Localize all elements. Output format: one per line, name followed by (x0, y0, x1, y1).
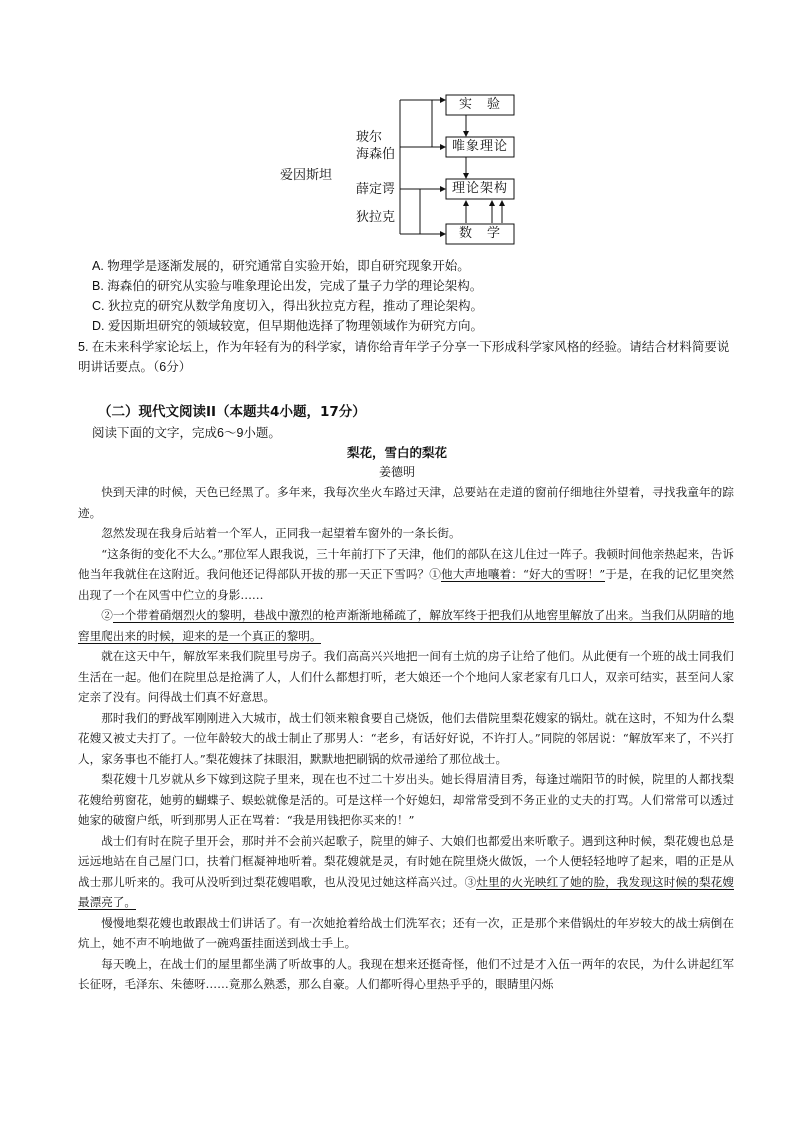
underlined-sentence-3: 灶里的火光映红了她的脸，我发现这时候的梨花嫂最漂亮了。 (78, 874, 734, 909)
paragraph: 梨花嫂十几岁就从乡下嫁到这院子里来，现在也不过二十岁出头。她长得眉清目秀，每逢过端阳节的时候，院里的人都找梨花嫂给剪窗花，她剪的蝴蝶子、蜈蚣就像是活的。可是这样一个好媳妇，却常常受到不务正业的丈夫的打骂。人们常常可以透过她家的破窗户纸，听到那男人正在骂着：“我是用钱把你买来的！” (78, 772, 734, 827)
option-d: D. 爱因斯坦研究的领域较宽，但早期他选择了物理领域作为研究方向。 (92, 319, 483, 333)
underlined-sentence-1: 他大声地嚷着：“好大的雪呀！” (440, 567, 606, 581)
article-author: 姜德明 (378, 465, 415, 479)
reading-instruction: 阅读下面的文字，完成6～9小题。 (92, 426, 281, 440)
paragraph: 就在这天中午，解放军来我们院里号房子。我们高高兴兴地把一间有土炕的房子让给了他们。从此便有一个班的战士同我们生活在一起。他们在院里总是抢满了人，人们什么都想打听，老大娘还一个个地问人家老家有几口人，双亲可结实，甚至问人家定亲了没有。问得战士们真不好意思。 (78, 649, 734, 704)
option-a: A. 物理学是逐渐发展的，研究通常自实验开始，即自研究现象开始。 (92, 259, 470, 273)
question-5: 5. 在未来科学家论坛上，作为年轻有为的科学家，请你给青年学子分享一下形成科学家风格的经验。请结合材料简要说明讲话要点。（6分） (78, 340, 730, 374)
paragraph: 慢慢地梨花嫂也敢跟战士们讲话了。有一次她抢着给战士们洗军衣；还有一次，正是那个来借锅灶的年岁较大的战士病倒在炕上，她不声不响地做了一碗鸡蛋挂面送到战士手上。 (78, 915, 734, 950)
paragraph: 快到天津的时候，天色已经黑了。多年来，我每次坐火车路过天津，总要站在走道的窗前仔细地往外望着，寻找我童年的踪迹。 (78, 485, 734, 520)
paragraph: ②一个带着硝烟烈火的黎明，巷战中激烈的枪声渐渐地稀疏了，解放军终于把我们从地窖里解放了出来。当我们从阴暗的地窖里爬出来的时候，迎来的是一个真正的黎明。 (78, 608, 734, 643)
box-mathematics: 数 学 (458, 226, 501, 241)
box-experiment: 实 验 (458, 97, 501, 112)
bohr-label: 玻尔 (356, 130, 383, 145)
paragraph: 每天晚上，在战士们的屋里都坐满了听故事的人。我现在想来还挺奇怪，他们不过是才入伍一两年的农民，为什么讲起红军长征呀，毛泽东、朱德呀……竟那么熟悉，那么自豪。人们都听得心里热乎乎的，眼睛里闪烁 (78, 956, 734, 991)
option-b: B. 海森伯的研究从实验与唯象理论出发，完成了量子力学的理论架构。 (92, 279, 483, 293)
heisenberg-label: 海森伯 (356, 147, 396, 162)
box-theory-framework: 理论架构 (451, 181, 508, 196)
einstein-label: 爱因斯坦 (280, 168, 333, 183)
box-phenomenology: 唯象理论 (451, 139, 508, 154)
paragraph: 战士们有时在院子里开会，那时并不会前兴起歌子，院里的婶子、大娘们也都爱出来听歌子。遇到这种时候，梨花嫂也总是远远地站在自己屋门口，扶着门框凝神地听着。梨花嫂就是灵，有时她在院里烧火做饭，一个人便轻轻地哼了起来，唱的正是从战士那儿听来的。我可从没听到过梨花嫂唱歌，也从没见过她这样高兴过。③灶里的火光映红了她的脸，我发现这时候的梨花嫂最漂亮了。 (78, 833, 734, 909)
article-body (78, 482, 734, 995)
paragraph: “这条街的变化不大么。”那位军人跟我说，三十年前打下了天津，他们的部队在这儿住过一阵子。我顿时间他亲热起来，告诉他当年我就住在这附近。我问他还记得部队开拔的那一天正下雪吗？①他大声地嚷着：“好大的雪呀！”于是，在我的记忆里突然出现了一个在风雪中伫立的身影…… (78, 546, 734, 602)
dirac-label: 狄拉克 (356, 210, 396, 225)
option-c: C. 狄拉克的研究从数学角度切入，得出狄拉克方程，推动了理论架构。 (92, 299, 483, 313)
paragraph: 那时我们的野战军刚刚进入大城市，战士们领来粮食要自己烧饭，他们去借院里梨花嫂家的锅灶。就在这时，不知为什么梨花嫂又被丈夫打了。一位年龄较大的战士制止了那男人：“老乡，有话好好说，不许打人。”同院的邻居说：“解放军来了，不兴打人，家务事也不能打人。”梨花嫂抹了抹眼泪，默默地把刷锅的炊帚递给了那位战士。 (78, 710, 734, 766)
scientist-diagram (270, 92, 530, 252)
section-title: （二）现代文阅读II（本题共4小题，17分） (98, 404, 366, 420)
schrodinger-label: 薛定谔 (356, 182, 396, 197)
article-title: 梨花，雪白的梨花 (346, 445, 447, 460)
paragraph: 忽然发现在我身后站着一个军人，正同我一起望着车窗外的一条长街。 (101, 526, 461, 540)
underlined-sentence-2: 一个带着硝烟烈火的黎明，巷战中激烈的枪声渐渐地稀疏了，解放军终于把我们从地窖里解放了出来。当我们从阴暗的地窖里爬出来的时候，迎来的是一个真正的黎明。 (78, 608, 734, 643)
